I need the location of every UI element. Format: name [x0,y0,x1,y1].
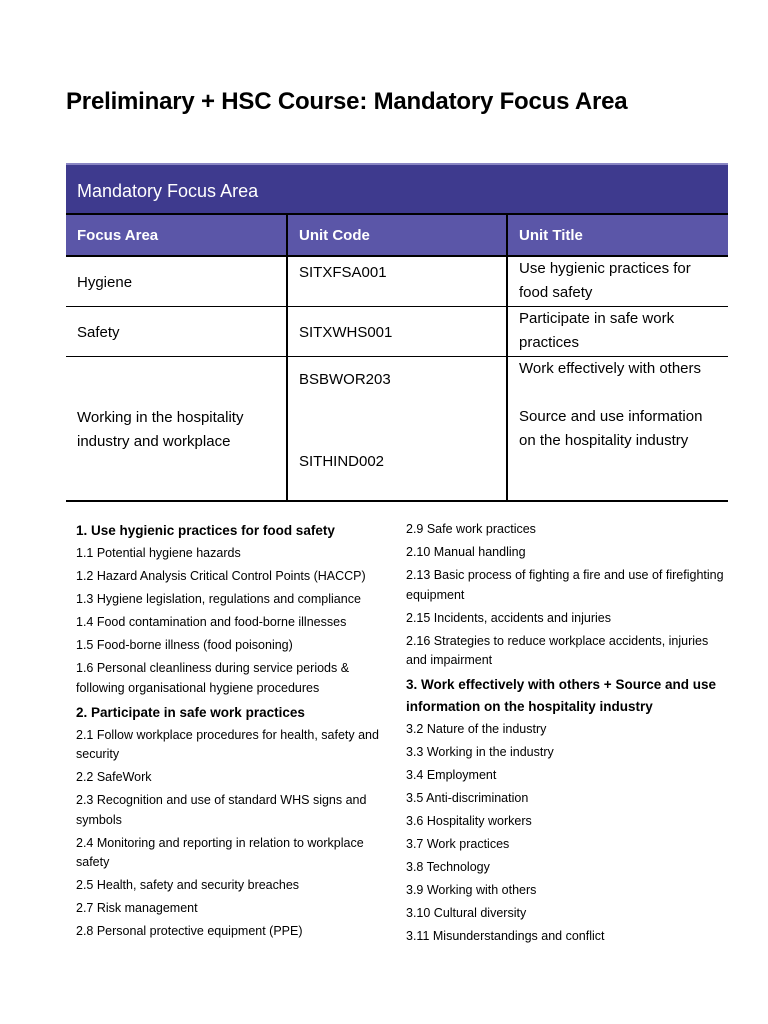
topic-item: 2.16 Strategies to reduce workplace accidents, injuries and impairment [406,633,709,667]
unit-title-work-effectively: Work effectively with others [519,359,702,377]
topic-item: 1.5 Food-borne illness (food poisoning) [76,638,293,652]
unit-title-cell: Use hygienic practices for food safety [507,256,728,306]
table-row [66,256,728,306]
table-header-row [66,214,728,256]
focus-area-cell: Working in the hospitality industry and workplace [66,356,287,501]
topic-item: 3.4 Employment [406,768,497,782]
topic-item: 1.2 Hazard Analysis Critical Control Points (HACCP) [76,569,366,583]
topic-item: 2.3 Recognition and use of standard WHS signs and symbols [76,793,367,827]
topic-item: 2.13 Basic process of fighting a fire and use of firefighting equipment [406,568,724,602]
unit-code-cell [287,356,507,501]
topic-item: 2.7 Risk management [76,901,198,915]
unit-code-bsbwor203: BSBWOR203 [299,370,391,388]
header-unit-code: Unit Code [287,214,507,256]
focus-area-cell: Safety [66,306,287,356]
focus-area-table [66,163,728,502]
topic-item: 1.3 Hygiene legislation, regulations and compliance [76,592,361,606]
unit-code-cell: SITXFSA001 [287,256,507,306]
topic-item: 2.5 Health, safety and security breaches [76,878,300,892]
topic-item: 1.1 Potential hygiene hazards [76,546,241,560]
header-focus-area: Focus Area [66,214,287,256]
unit-title-cell [507,356,728,501]
focus-area-cell: Hygiene [66,256,287,306]
table-row [66,356,728,501]
topic-item: 3.9 Working with others [406,883,537,897]
topic-item: 2.1 Follow workplace procedures for health, safety and security [76,727,379,761]
topic-item: 2.10 Manual handling [406,545,526,559]
topic-item: 2.15 Incidents, accidents and injuries [406,610,611,625]
topic-item: 3.5 Anti-discrimination [406,791,529,805]
unit-title-source-information: Source and use information on the hospitality industry [519,407,703,449]
right-topic-column [406,520,726,950]
unit-title-cell: Participate in safe work practices [507,306,728,356]
table-banner: Mandatory Focus Area [66,164,728,214]
topic-item: 3.3 Working in the industry [406,745,554,759]
left-topic-column [76,520,394,945]
topic-item: 2.9 Safe work practices [406,522,536,536]
topic-item: 3.11 Misunderstandings and conflict [406,929,605,943]
section-heading: 3. Work effectively with others + Source and use information on the hospitality industry [406,677,716,714]
unit-code-cell: SITXWHS001 [287,306,507,356]
topic-item: 1.6 Personal cleanliness during service periods & following organisational hygiene procedures [76,661,350,695]
page-title: Preliminary + HSC Course: Mandatory Focus Area [66,88,628,115]
topic-item: 3.2 Nature of the industry [406,722,547,736]
section-heading: 1. Use hygienic practices for food safety [76,523,335,538]
topic-item: 3.8 Technology [406,860,490,874]
topic-item: 3.6 Hospitality workers [406,814,532,828]
header-unit-title: Unit Title [507,214,728,256]
topic-item: 3.7 Work practices [406,837,510,851]
topic-item: 3.10 Cultural diversity [406,906,527,920]
section-heading: 2. Participate in safe work practices [76,704,305,720]
table-row [66,306,728,356]
unit-code-sithind002: SITHIND002 [299,452,385,470]
topic-item: 2.4 Monitoring and reporting in relation to workplace safety [76,835,364,869]
topic-item: 1.4 Food contamination and food-borne illnesses [76,615,347,629]
topic-item: 2.2 SafeWork [76,770,152,784]
topic-item: 2.8 Personal protective equipment (PPE) [76,924,303,938]
